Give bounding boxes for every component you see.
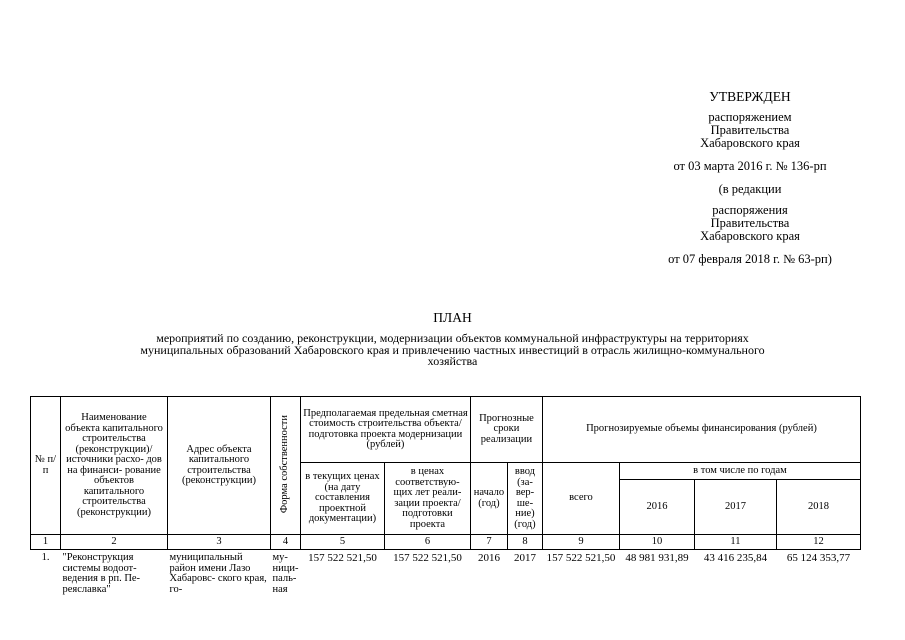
approval-heading: УТВЕРЖДЕН [709,89,791,104]
revision-line-1: (в редакции [718,182,782,196]
header-ownership-label: Форма собственности [279,414,291,513]
header-funding-group: Прогнозируемые объемы финансирования (рублей) [542,397,860,463]
revision-date: от 07 февраля 2018 г. № 63-рп) [668,252,832,266]
approval-line-1: распоряжением [708,110,792,124]
column-number: 5 [300,535,384,550]
header-cost-current: в текущих ценах (на дату составления проектной документации) [300,463,384,535]
header-cost-years: в ценах соответствую- щих лет реали- зации проекта/ подготовки проекта [384,463,470,535]
row-2018: 65 124 353,77 [786,552,851,564]
revision-line-2: распоряжения [712,203,788,217]
row-start: 2016 [477,552,500,564]
approval-line-2: Правительства [710,123,790,137]
document-subtitle: мероприятий по созданию, реконструкции, модернизации объектов коммунальной инфраструктуры на территориях муниципальных образований Хабаровского края и привлечению частных инвестиций в отрасль жилищно-коммунального хозяйства [140,331,765,368]
header-start: начало (год) [470,463,507,535]
header-cost-group: Предполагаемая предельная сметная стоимость строительства объекта/ подготовка проекта модернизации (рублей) [300,397,470,463]
row-cost-current: 157 522 521,50 [308,552,377,564]
row-end: 2017 [513,552,536,564]
approval-block [620,90,880,266]
column-number: 9 [542,535,619,550]
header-num: № п/п [31,397,61,535]
row-ownership: му- ници- паль- ная [272,552,299,595]
row-cost-years: 157 522 521,50 [393,552,462,564]
header-address: Адрес объекта капитального строительства (реконструкции) [168,397,271,535]
header-name: Наименование объекта капитального строительства (реконструкции)/ источники расхо- дов на финанси- рование объектов капитального строительства (реконструкции) [61,397,168,535]
row-2017: 43 416 235,84 [703,552,768,564]
approval-line-3: Хабаровского края [700,136,800,150]
column-number: 1 [31,535,61,550]
approval-date: от 03 марта 2016 г. № 136-рп [673,159,827,173]
plan-table [30,396,861,595]
column-number: 10 [619,535,694,550]
table-row [31,550,861,596]
header-end: ввод (за- вер- ше- ние) (год) [507,463,542,535]
row-name: "Реконструкция системы водоот- ведения в рп. Пе- реяславка" [62,552,141,595]
column-number: 2 [61,535,168,550]
column-number: 3 [168,535,271,550]
header-by-years: в том числе по годам [619,463,860,480]
header-ownership [271,397,301,535]
document-title: ПЛАН [433,310,472,325]
header-year-2018: 2018 [776,480,860,535]
column-number: 7 [470,535,507,550]
revision-line-3: Правительства [710,216,790,230]
row-total: 157 522 521,50 [546,552,616,564]
column-number: 8 [507,535,542,550]
header-year-2016: 2016 [619,480,694,535]
column-number: 11 [694,535,776,550]
header-year-2017: 2017 [694,480,776,535]
revision-line-4: Хабаровского края [700,229,800,243]
column-number: 12 [776,535,860,550]
column-number: 4 [271,535,301,550]
column-number: 6 [384,535,470,550]
header-terms-group: Прогнозные сроки реализации [470,397,542,463]
row-address: муниципальный район имени Лазо Хабаровс- ского края, го- [169,552,267,595]
row-2016: 48 981 931,89 [625,552,689,564]
row-num: 1. [41,552,50,563]
header-total: всего [542,463,619,535]
